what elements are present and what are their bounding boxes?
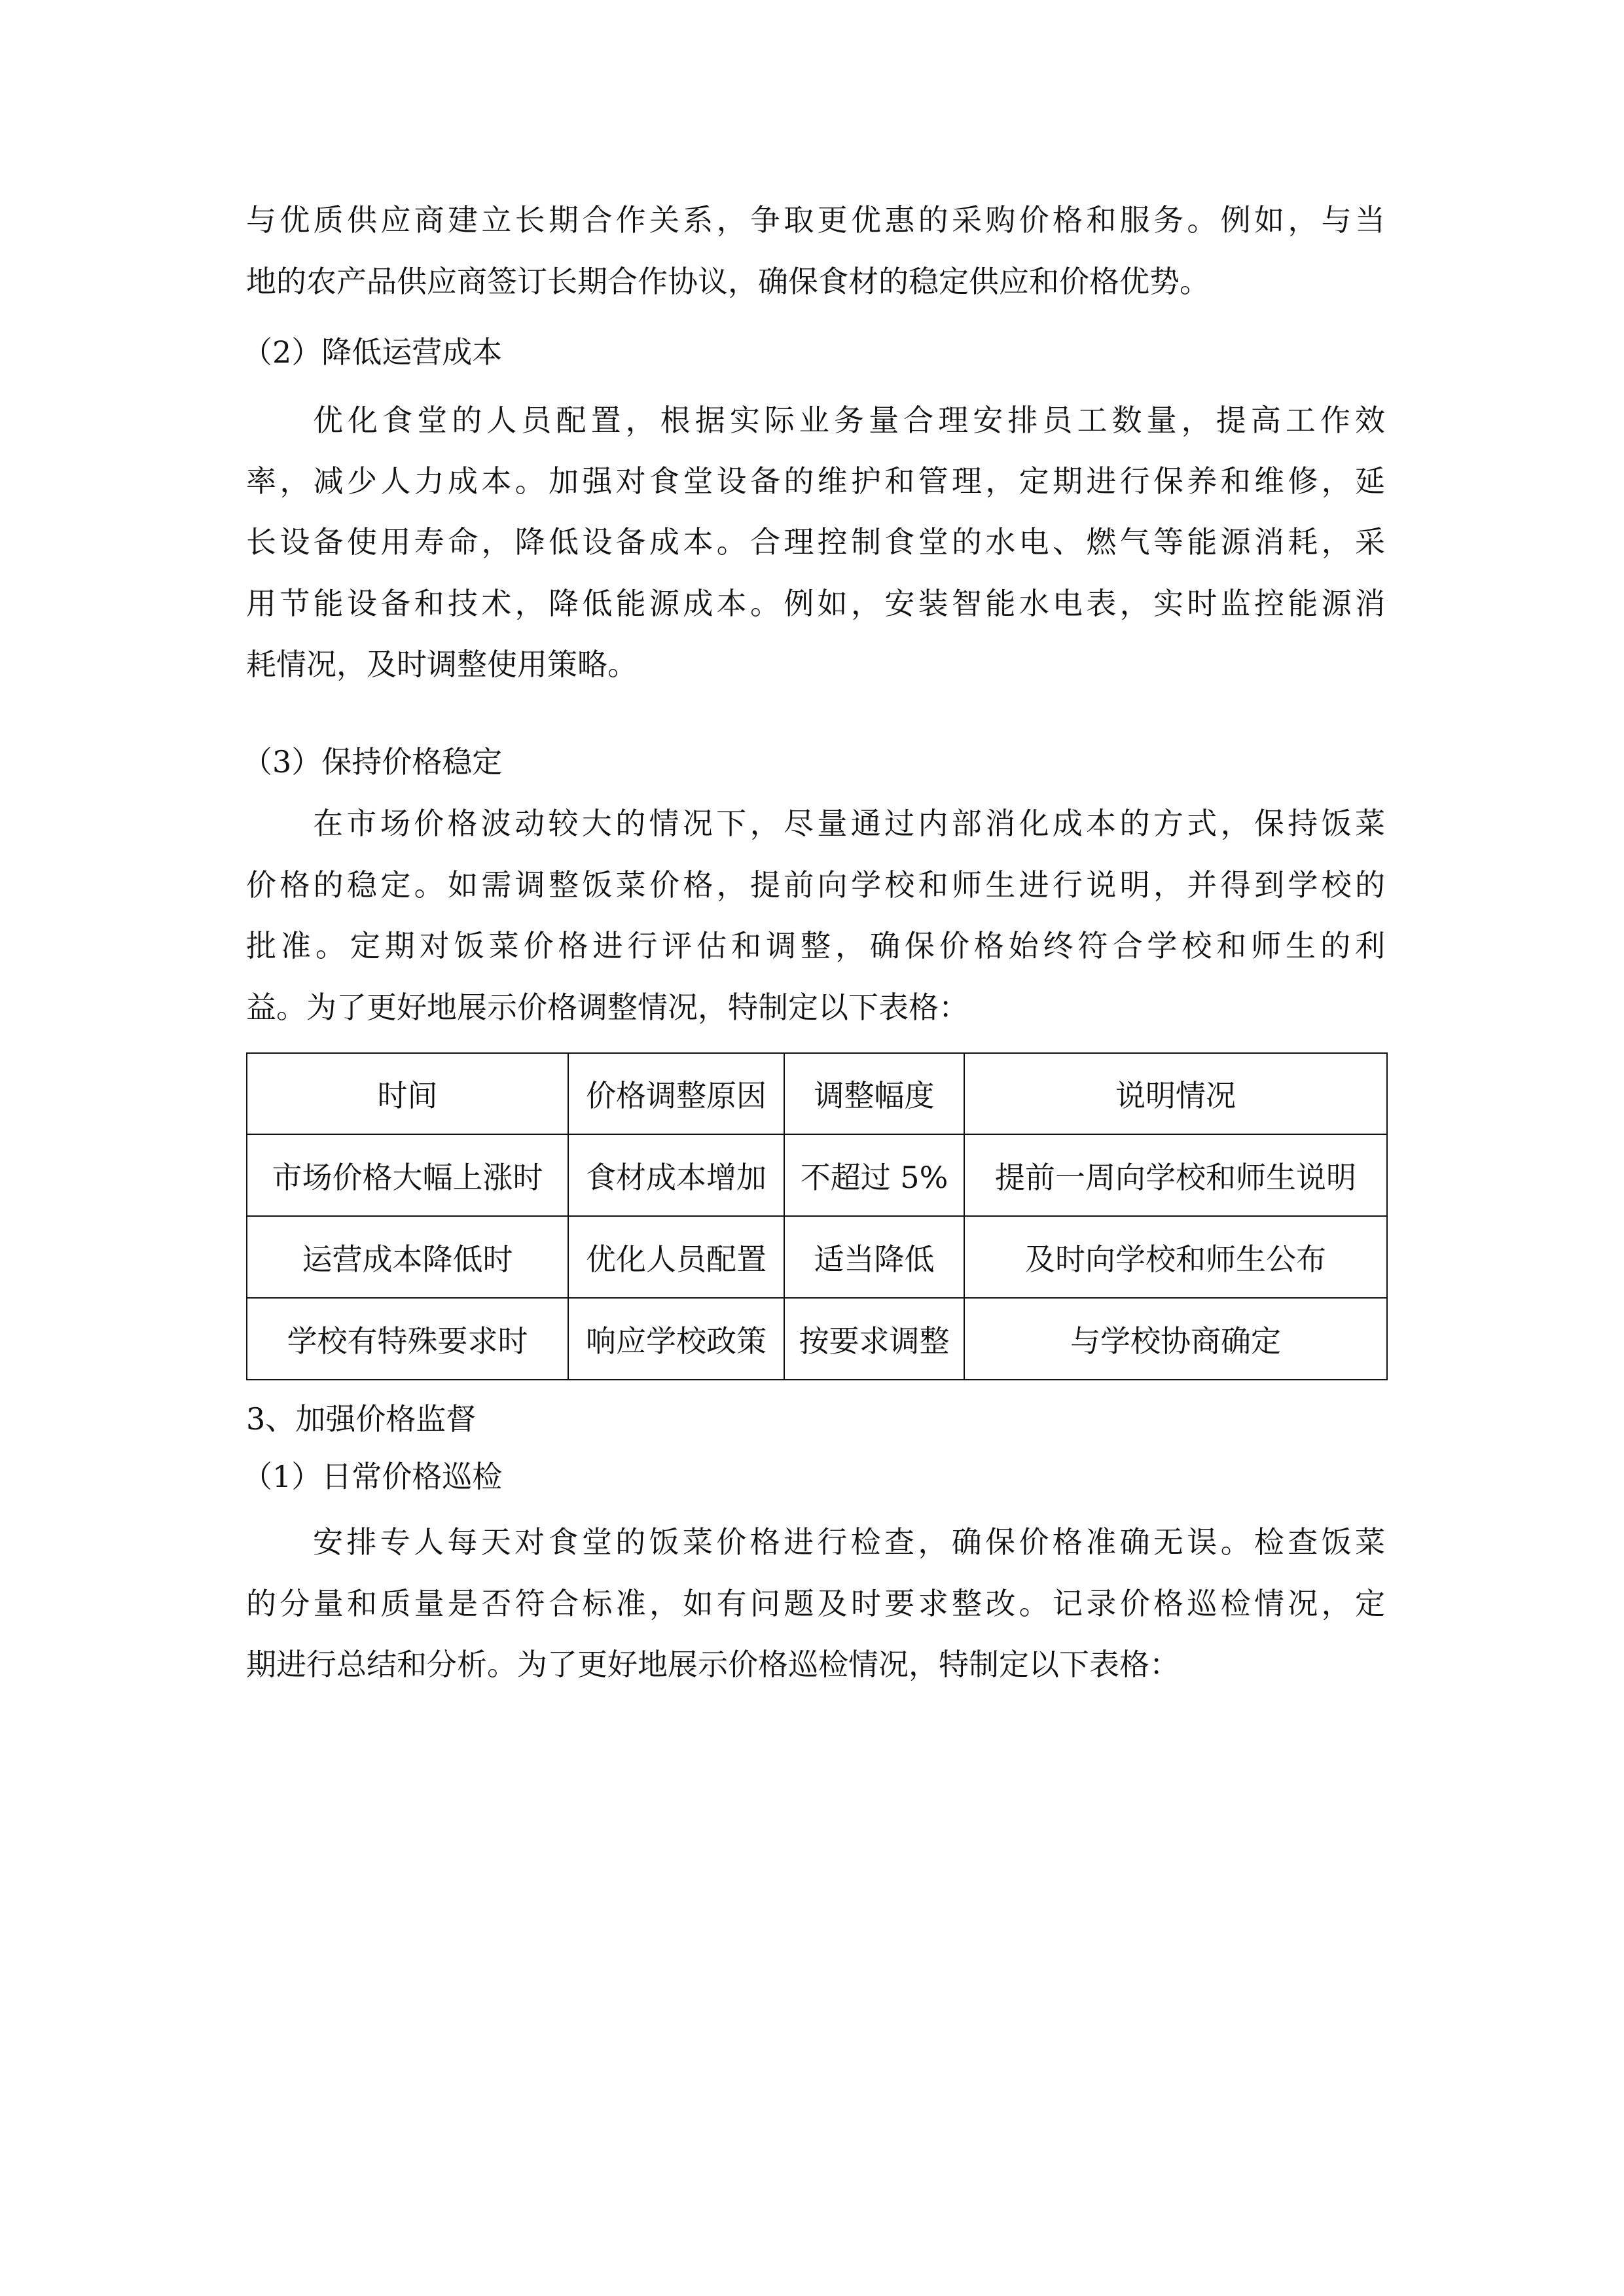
table-cell: 及时向学校和师生公布 <box>964 1216 1387 1298</box>
table-header-row <box>247 1053 1387 1134</box>
sub-section-heading: （1）日常价格巡检 <box>242 1459 503 1494</box>
paragraph-line: 安排专人每天对食堂的饭菜价格进行检查，确保价格准确无误。检查饭菜 <box>313 1524 1385 1560</box>
table-cell: 提前一周向学校和师生说明 <box>964 1134 1387 1216</box>
paragraph-line: 与优质供应商建立长期合作关系，争取更优惠的采购价格和服务。例如，与当 <box>246 202 1385 238</box>
paragraph-line: 耗情况，及时调整使用策略。 <box>246 647 638 682</box>
paragraph-line: 价格的稳定。如需调整饭菜价格，提前向学校和师生进行说明，并得到学校的 <box>246 867 1385 903</box>
section-heading: 3、加强价格监督 <box>246 1401 477 1437</box>
table-row <box>247 1134 1387 1216</box>
paragraph-line: 期进行总结和分析。为了更好地展示价格巡检情况，特制定以下表格： <box>246 1647 1180 1682</box>
paragraph-line: 用节能设备和技术，降低能源成本。例如，安装智能水电表，实时监控能源消 <box>246 586 1385 621</box>
table-cell: 优化人员配置 <box>568 1216 784 1298</box>
paragraph-line: 批准。定期对饭菜价格进行评估和调整，确保价格始终符合学校和师生的利 <box>246 928 1385 963</box>
table-cell: 学校有特殊要求时 <box>247 1298 568 1380</box>
table-row <box>247 1216 1387 1298</box>
table-cell: 运营成本降低时 <box>247 1216 568 1298</box>
paragraph-line: 优化食堂的人员配置，根据实际业务量合理安排员工数量，提高工作效 <box>313 403 1385 438</box>
table-cell: 不超过 5% <box>784 1134 964 1216</box>
paragraph-line: 率，减少人力成本。加强对食堂设备的维护和管理，定期进行保养和维修，延 <box>246 463 1385 499</box>
header-cell: 价格调整原因 <box>568 1053 784 1134</box>
header-cell: 说明情况 <box>964 1053 1387 1134</box>
paragraph-line: 长设备使用寿命，降低设备成本。合理控制食堂的水电、燃气等能源消耗，采 <box>246 524 1385 560</box>
paragraph-line: 地的农产品供应商签订长期合作协议，确保食材的稳定供应和价格优势。 <box>246 264 1210 299</box>
section-heading: （3）保持价格稳定 <box>242 744 503 780</box>
table-cell: 食材成本增加 <box>568 1134 784 1216</box>
price-adjustment-table <box>246 1052 1388 1380</box>
paragraph-line: 的分量和质量是否符合标准，如有问题及时要求整改。记录价格巡检情况，定 <box>246 1586 1385 1621</box>
header-cell: 时间 <box>247 1053 568 1134</box>
table-cell: 按要求调整 <box>784 1298 964 1380</box>
paragraph-line: 在市场价格波动较大的情况下，尽量通过内部消化成本的方式，保持饭菜 <box>313 806 1385 841</box>
table-cell: 与学校协商确定 <box>964 1298 1387 1380</box>
table-cell: 市场价格大幅上涨时 <box>247 1134 568 1216</box>
header-cell: 调整幅度 <box>784 1053 964 1134</box>
table-row <box>247 1298 1387 1380</box>
table-cell: 适当降低 <box>784 1216 964 1298</box>
table-cell: 响应学校政策 <box>568 1298 784 1380</box>
paragraph-line: 益。为了更好地展示价格调整情况，特制定以下表格： <box>246 990 969 1025</box>
section-heading: （2）降低运营成本 <box>242 334 503 370</box>
